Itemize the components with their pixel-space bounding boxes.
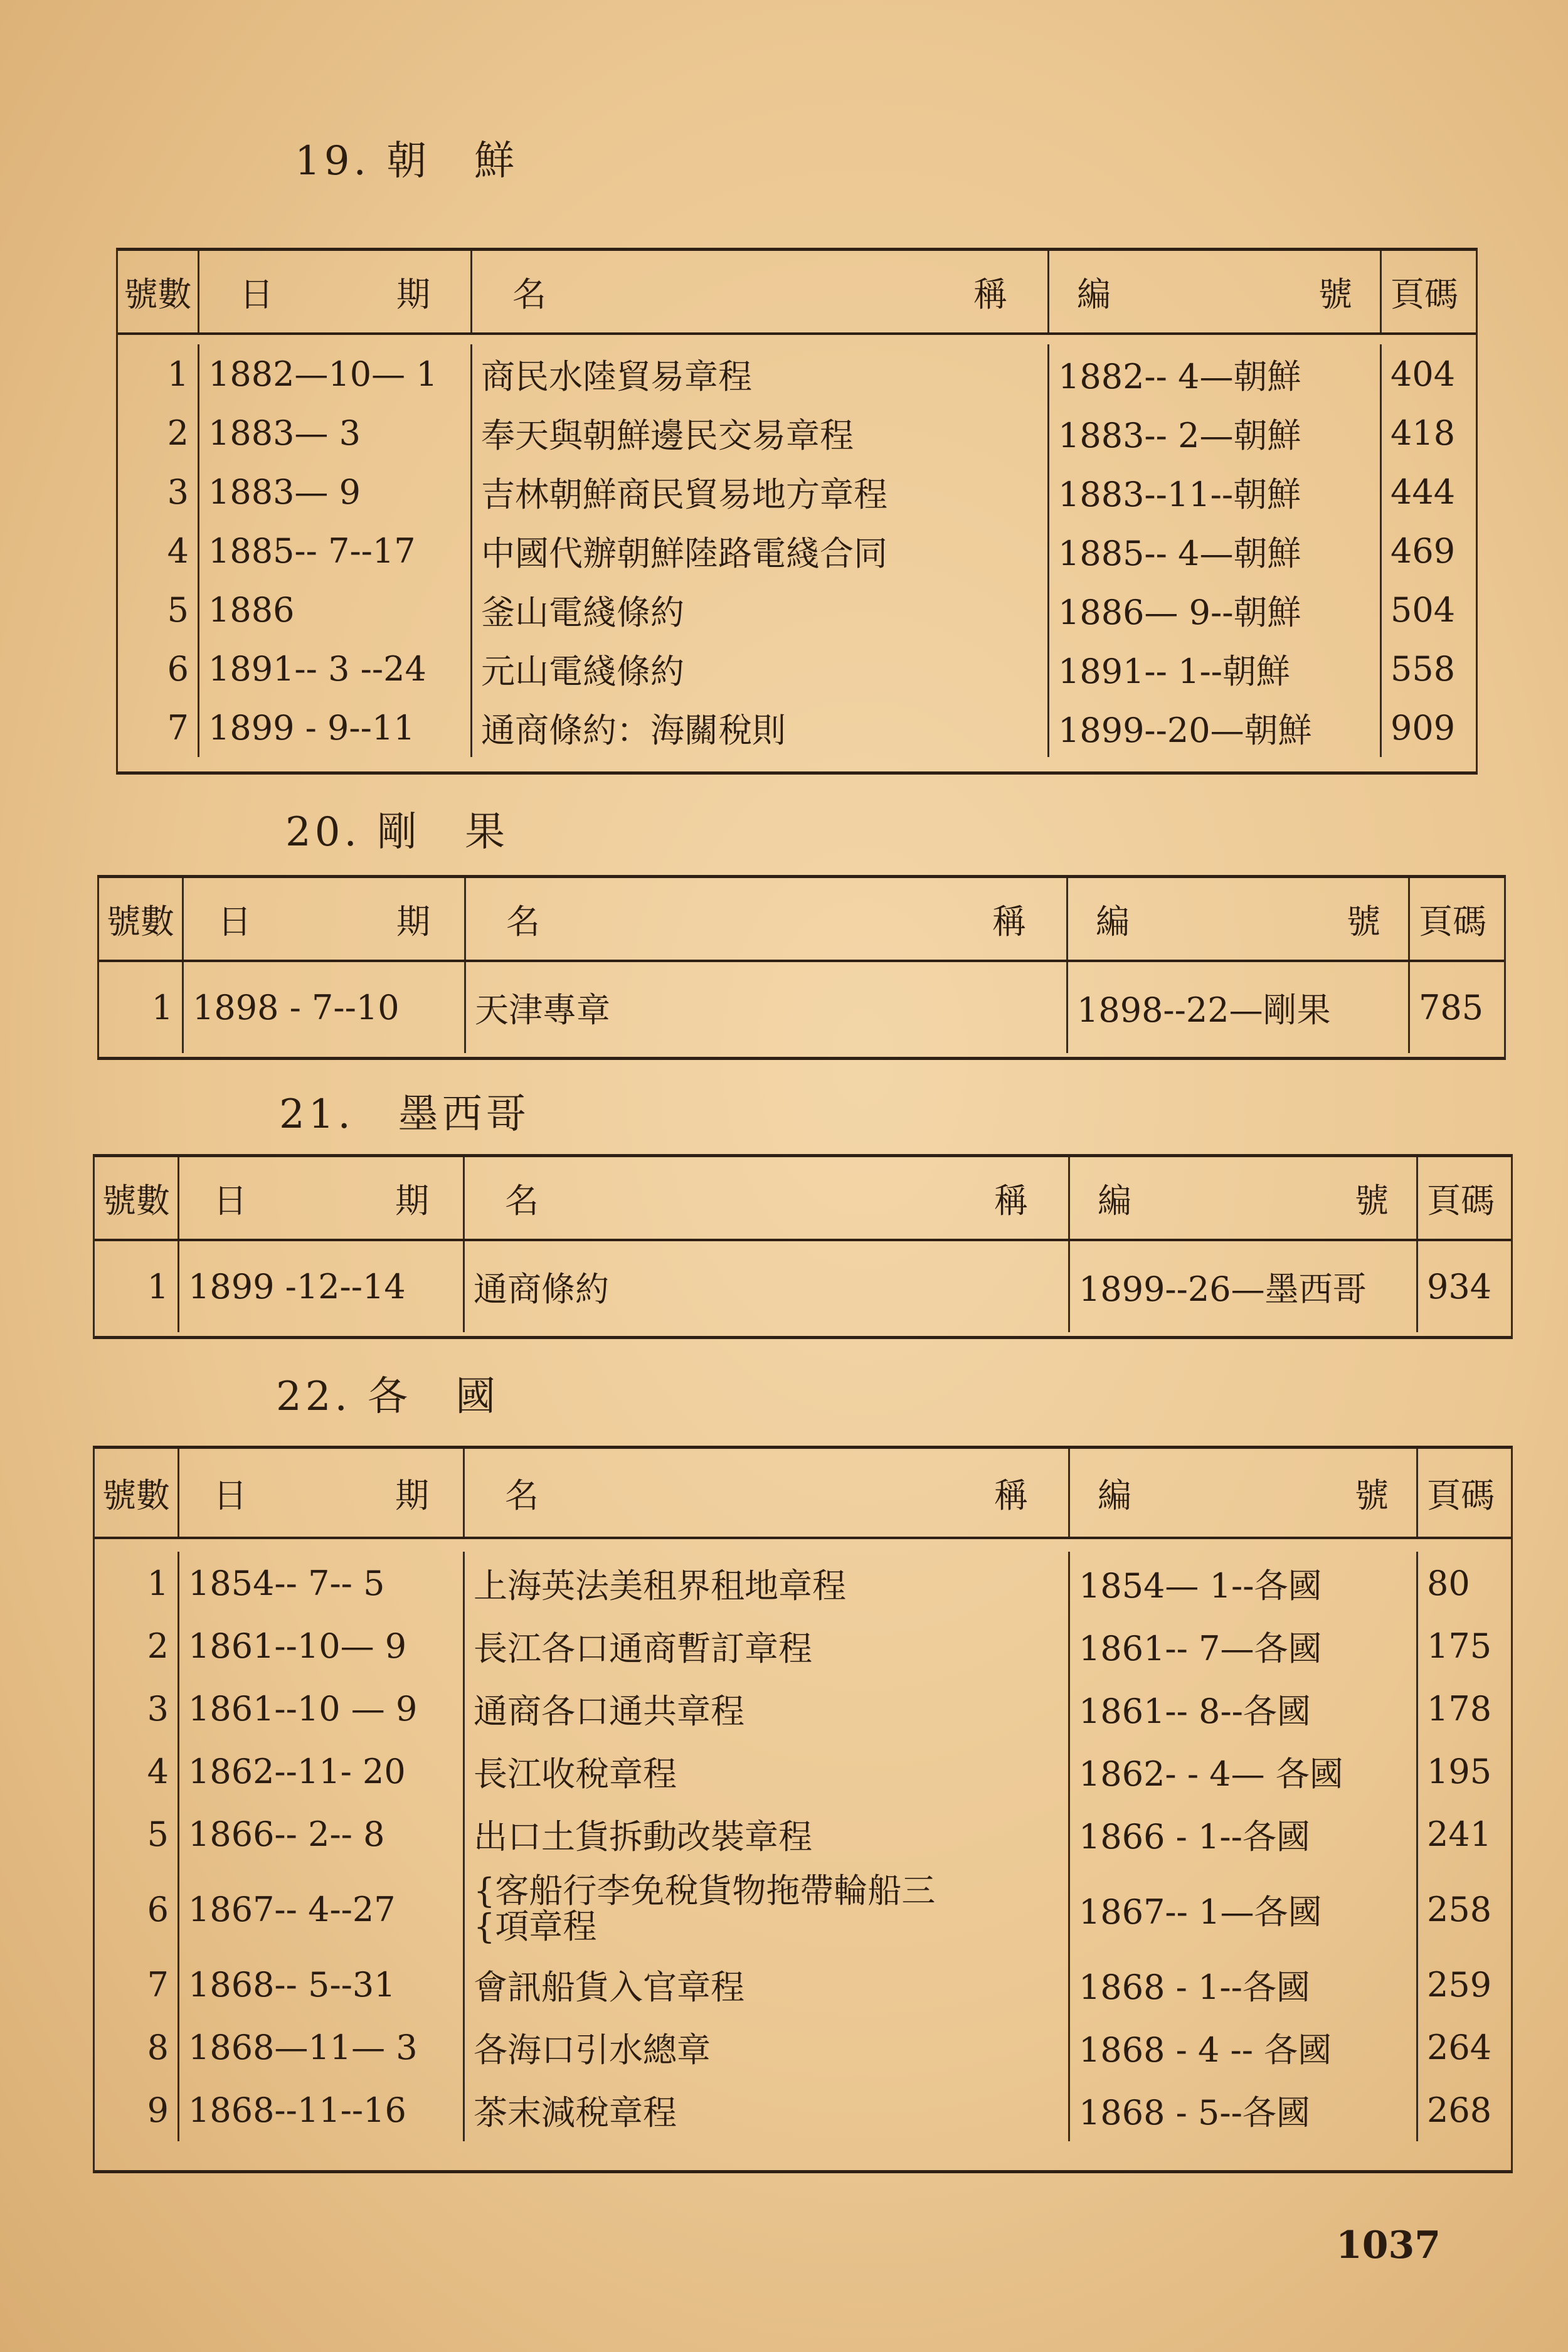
header-name-2: 稱 <box>992 901 1026 941</box>
header-no: 號數 <box>99 878 184 960</box>
section-title-congo: 20. 剛 果 <box>285 809 509 856</box>
header-name-1: 名 <box>505 1180 539 1221</box>
page-number: 1037 <box>1336 2223 1441 2267</box>
table-row: 7 1868-- 5--31 會訊船貨入官章程 1868 - 1--各國 259 <box>95 1953 1511 2016</box>
table-row: 9 1868--11--16 茶末減稅章程 1868 - 5--各國 268 <box>95 2079 1511 2141</box>
table-korea <box>116 248 1478 775</box>
table-row: 1 1854-- 7-- 5 上海英法美租界租地章程 1854— 1--各國 80 <box>95 1552 1511 1614</box>
table-row: 8 1868—11— 3 各海口引水總章 1868 - 4 -- 各國 264 <box>95 2016 1511 2079</box>
table-row: 4 1862--11- 20 長江收稅章程 1862- - 4— 各國 195 <box>95 1740 1511 1803</box>
table-row: 2 1883— 3 奉天與朝鮮邊民交易章程 1883-- 2—朝鮮 418 <box>118 403 1476 462</box>
header-code-2: 號 <box>1355 1475 1389 1515</box>
header-date-1: 日 <box>213 1180 247 1221</box>
header-date-1: 日 <box>218 901 252 941</box>
header-page: 頁碼 <box>1391 274 1458 314</box>
header-date-2: 期 <box>396 274 430 314</box>
header-name-1: 名 <box>506 901 540 941</box>
header-no: 號數 <box>118 251 199 332</box>
table-mexico <box>93 1154 1513 1339</box>
header-date-2: 期 <box>395 1180 429 1221</box>
header-code-1: 編 <box>1098 1180 1131 1221</box>
header-date-1: 日 <box>240 274 273 314</box>
header-no: 號數 <box>95 1157 179 1239</box>
table-row: 1 1882—10— 1 商民水陸貿易章程 1882-- 4—朝鮮 404 <box>118 344 1476 403</box>
section-title-korea: 19. 朝 鮮 <box>295 138 519 184</box>
header-name-2: 稱 <box>994 1475 1028 1515</box>
header-date-2: 期 <box>395 1475 429 1515</box>
section-title-all-nations: 22. 各 國 <box>276 1374 500 1420</box>
table-row: 7 1899 - 9--11 通商條約：海關稅則 1899--20—朝鮮 909 <box>118 698 1476 757</box>
table-congo <box>97 875 1506 1060</box>
header-name-2: 稱 <box>994 1180 1028 1221</box>
table-row: 3 1861--10 — 9 通商各口通共章程 1861-- 8--各國 178 <box>95 1677 1511 1740</box>
table-row: 6 1867-- 4--27 {客船行李免稅貨物拖帶輪船三 {項章程 1867-- 1—各國 258 <box>95 1865 1511 1953</box>
header-page: 頁碼 <box>1419 901 1486 941</box>
header-page: 頁碼 <box>1427 1180 1495 1221</box>
header-date-2: 期 <box>396 901 430 941</box>
header-code-1: 編 <box>1098 1475 1131 1515</box>
table-row: 4 1885-- 7--17 中國代辦朝鮮陸路電綫合同 1885-- 4—朝鮮 469 <box>118 521 1476 580</box>
table-header <box>95 1449 1511 1539</box>
table-header <box>95 1157 1511 1241</box>
table-row: 1 1899 -12--14 通商條約 1899--26—墨西哥 934 <box>95 1241 1511 1332</box>
header-code-1: 編 <box>1077 274 1111 314</box>
table-row: 6 1891-- 3 --24 元山電綫條約 1891-- 1--朝鮮 558 <box>118 639 1476 698</box>
table-row: 5 1886 釜山電綫條約 1886— 9--朝鮮 504 <box>118 580 1476 639</box>
header-page: 頁碼 <box>1427 1475 1495 1515</box>
table-body <box>118 335 1476 757</box>
header-code-1: 編 <box>1096 901 1130 941</box>
header-name-1: 名 <box>512 274 546 314</box>
table-row: 2 1861--10— 9 長江各口通商暫訂章程 1861-- 7—各國 175 <box>95 1614 1511 1677</box>
table-row: 3 1883— 9 吉林朝鮮商民貿易地方章程 1883--11--朝鮮 444 <box>118 462 1476 521</box>
table-row: 1 1898 - 7--10 天津專章 1898--22—剛果 785 <box>99 962 1504 1053</box>
header-code-2: 號 <box>1355 1180 1389 1221</box>
header-name-1: 名 <box>505 1475 539 1515</box>
table-all-nations <box>93 1446 1513 2173</box>
table-body <box>95 1539 1511 2141</box>
header-code-2: 號 <box>1318 274 1352 314</box>
section-title-mexico: 21. 墨西哥 <box>279 1091 530 1138</box>
header-name-2: 稱 <box>973 274 1007 314</box>
table-row: 5 1866-- 2-- 8 出口土貨拆動改裝章程 1866 - 1--各國 241 <box>95 1803 1511 1865</box>
table-header <box>118 251 1476 335</box>
table-header <box>99 878 1504 962</box>
header-code-2: 號 <box>1347 901 1380 941</box>
header-date-1: 日 <box>213 1475 247 1515</box>
header-no: 號數 <box>95 1449 179 1537</box>
